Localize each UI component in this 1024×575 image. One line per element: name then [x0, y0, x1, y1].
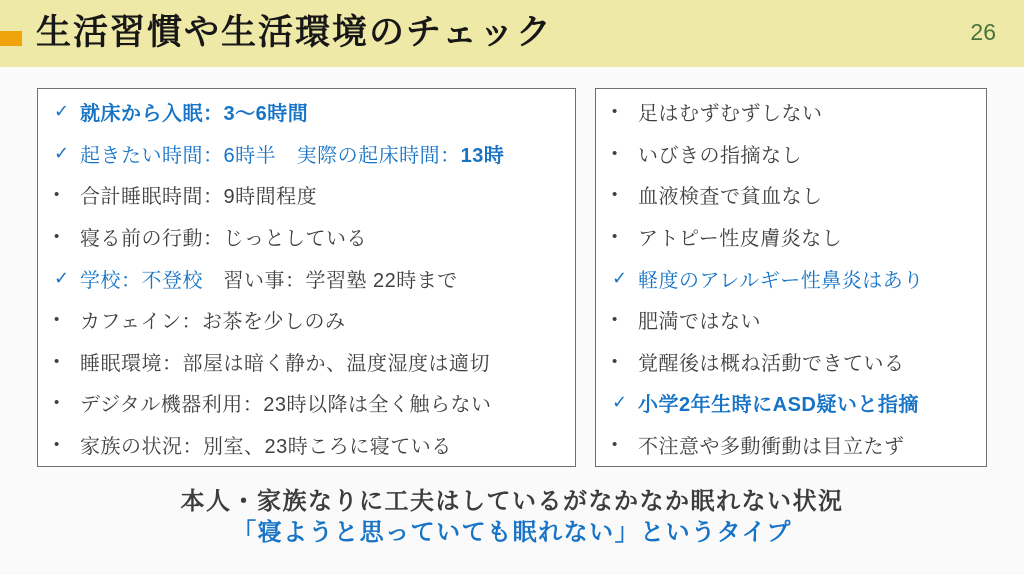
list-item-text: 合計睡眠時間：9時間程度	[80, 186, 318, 209]
list-item	[596, 341, 986, 383]
bullet-icon: •	[612, 186, 618, 204]
list-item	[596, 133, 986, 175]
list-item-text: デジタル機器利用：23時以降は全く触らない	[80, 394, 492, 417]
list-item	[596, 216, 986, 258]
check-icon: ✓	[612, 392, 628, 413]
summary	[0, 486, 1024, 548]
page-number: 26	[970, 19, 996, 45]
list-item-text: いびきの指摘なし	[638, 144, 802, 167]
list-item	[596, 299, 986, 341]
slide-header	[0, 0, 1024, 67]
bullet-icon: •	[54, 186, 60, 204]
list-item	[38, 133, 575, 175]
bullet-icon: •	[612, 144, 618, 162]
check-icon: ✓	[612, 267, 628, 288]
sleep-habits-check-box	[37, 88, 576, 467]
list-item-text: 血液検査で貧血なし	[638, 186, 823, 209]
list-item	[38, 424, 575, 466]
bullet-icon: •	[612, 103, 618, 121]
list-item-text: 睡眠環境：部屋は暗く静か、温度湿度は適切	[80, 352, 490, 375]
list-item-text: 足はむずむずしない	[638, 103, 823, 126]
check-icon: ✓	[54, 267, 70, 288]
list-item-text: 肥満ではない	[638, 311, 761, 334]
list-item	[596, 91, 986, 133]
list-item-text: 小学2年生時にASD疑いと指摘	[638, 394, 919, 417]
list-item	[596, 257, 986, 299]
list-item-text: 寝る前の行動：じっとしている	[80, 228, 367, 251]
list-item-text: 覚醒後は概ね活動できている	[638, 352, 905, 375]
list-item	[38, 216, 575, 258]
list-item-text: 不注意や多動衝動は目立たず	[638, 436, 905, 459]
list-item	[38, 341, 575, 383]
bullet-icon: •	[54, 436, 60, 454]
summary-line-1: 本人・家族なりに工夫はしているがなかなか眠れない状況	[180, 488, 844, 515]
summary-line-2: 「寝ようと思っていても眠れない」というタイプ	[232, 519, 792, 546]
list-item	[596, 382, 986, 424]
list-item-text: 起きたい時間：6時半 実際の起床時間：13時	[80, 144, 505, 167]
list-item	[38, 257, 575, 299]
page-title: 生活習慣や生活環境のチェック	[36, 13, 553, 52]
list-item-text: 軽度のアレルギー性鼻炎はあり	[638, 269, 924, 292]
check-icon: ✓	[54, 101, 70, 122]
list-item-text: アトピー性皮膚炎なし	[638, 228, 843, 251]
check-icon: ✓	[54, 142, 70, 163]
list-item-text: 学校：不登校 習い事：学習塾 22時まで	[80, 269, 458, 292]
list-item-text: 就床から入眠：3～6時間	[80, 103, 309, 126]
bullet-icon: •	[54, 311, 60, 329]
bullet-icon: •	[54, 352, 60, 370]
list-item	[38, 91, 575, 133]
bullet-icon: •	[612, 228, 618, 246]
list-item	[596, 174, 986, 216]
list-item	[38, 382, 575, 424]
list-item-text: カフェイン：お茶を少しのみ	[80, 311, 346, 334]
title-accent-bar	[0, 31, 22, 46]
bullet-icon: •	[54, 228, 60, 246]
list-item	[38, 174, 575, 216]
medical-findings-check-box	[595, 88, 987, 467]
bullet-icon: •	[612, 311, 618, 329]
bullet-icon: •	[612, 436, 618, 454]
bullet-icon: •	[612, 352, 618, 370]
bullet-icon: •	[54, 394, 60, 412]
list-item	[596, 424, 986, 466]
list-item	[38, 299, 575, 341]
list-item-text: 家族の状況：別室、23時ころに寝ている	[80, 436, 452, 459]
